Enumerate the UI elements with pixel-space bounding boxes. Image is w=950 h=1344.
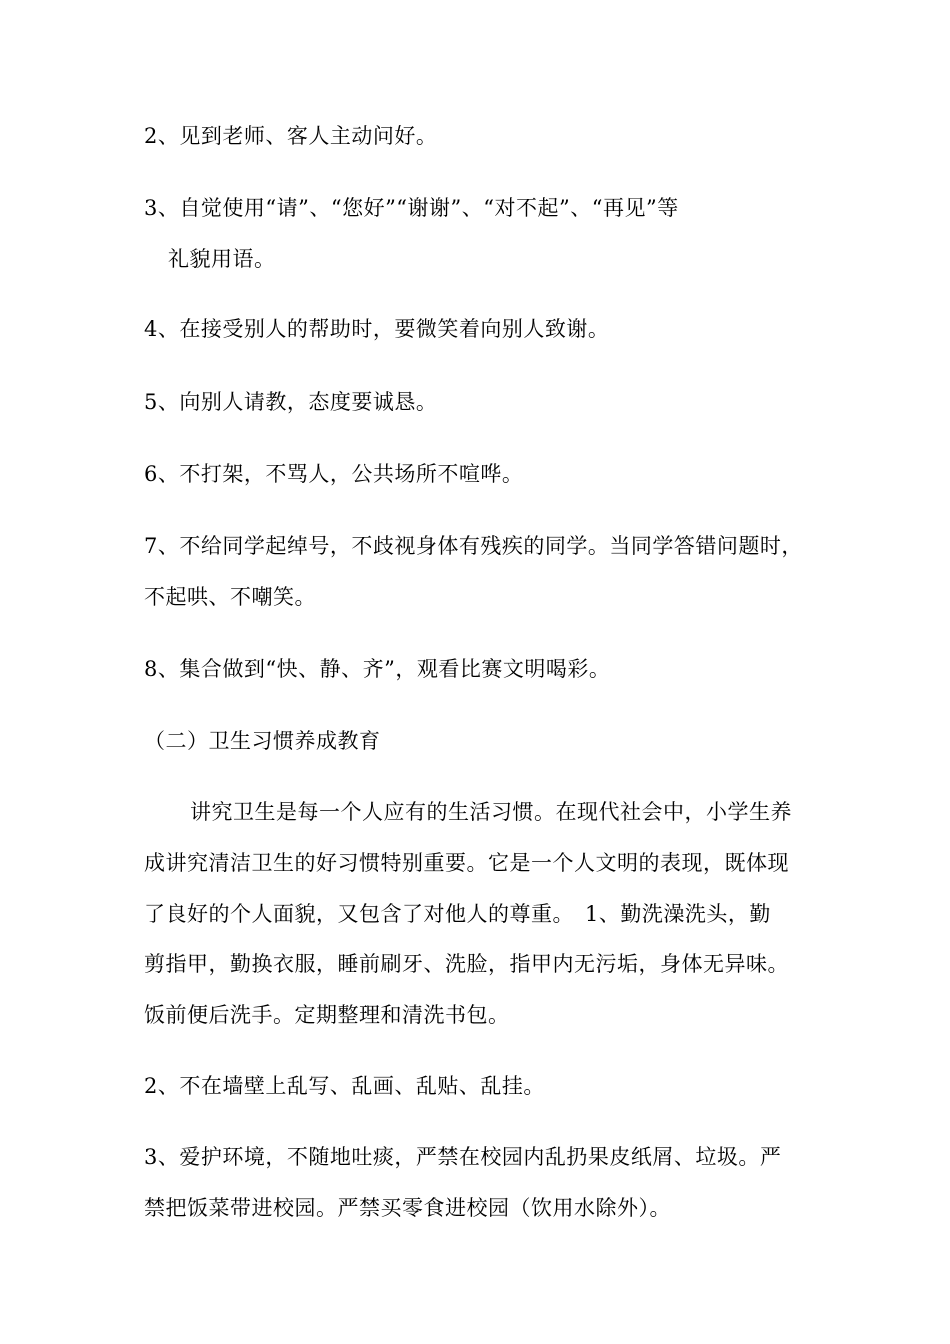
text-line: 8、集合做到“快、静、齐”，观看比赛文明喝彩。 [144, 657, 611, 681]
text-line: 讲究卫生是每一个人应有的生活习惯。在现代社会中，小学生养 [190, 800, 792, 824]
text-line: 6、不打架，不骂人，公共场所不喧哗。 [144, 462, 524, 486]
text-line: 不起哄、不嘲笑。 [144, 585, 316, 609]
text-line: 禁把饭菜带进校园。严禁买零食进校园（饮用水除外）。 [144, 1196, 671, 1220]
text-line: 3、自觉使用“请”、“您好”“谢谢”、“对不起”、“再见”等 [144, 196, 679, 220]
text-line: 2、不在墙壁上乱写、乱画、乱贴、乱挂。 [144, 1074, 545, 1098]
text-line: 成讲究清洁卫生的好习惯特别重要。它是一个人文明的表现，既体现 [144, 851, 789, 875]
text-line: 5、向别人请教，态度要诚恳。 [144, 390, 438, 414]
text-line: 4、在接受别人的帮助时，要微笑着向别人致谢。 [144, 317, 610, 341]
text-line: 饭前便后洗手。定期整理和清洗书包。 [144, 1003, 510, 1027]
text-line: 了良好的个人面貌，又包含了对他人的尊重。 1、勤洗澡洗头，勤 [144, 902, 771, 926]
text-line: 2、见到老师、客人主动问好。 [144, 124, 438, 148]
text-line: 7、不给同学起绰号，不歧视身体有残疾的同学。当同学答错问题时， [144, 534, 803, 558]
text-line: 3、爱护环境，不随地吐痰，严禁在校园内乱扔果皮纸屑、垃圾。严 [144, 1145, 782, 1169]
text-line: 剪指甲，勤换衣服，睡前刷牙、洗脸，指甲内无污垢，身体无异味。 [144, 952, 789, 976]
section-heading: （二）卫生习惯养成教育 [144, 729, 381, 753]
text-line: 礼貌用语。 [168, 247, 276, 271]
